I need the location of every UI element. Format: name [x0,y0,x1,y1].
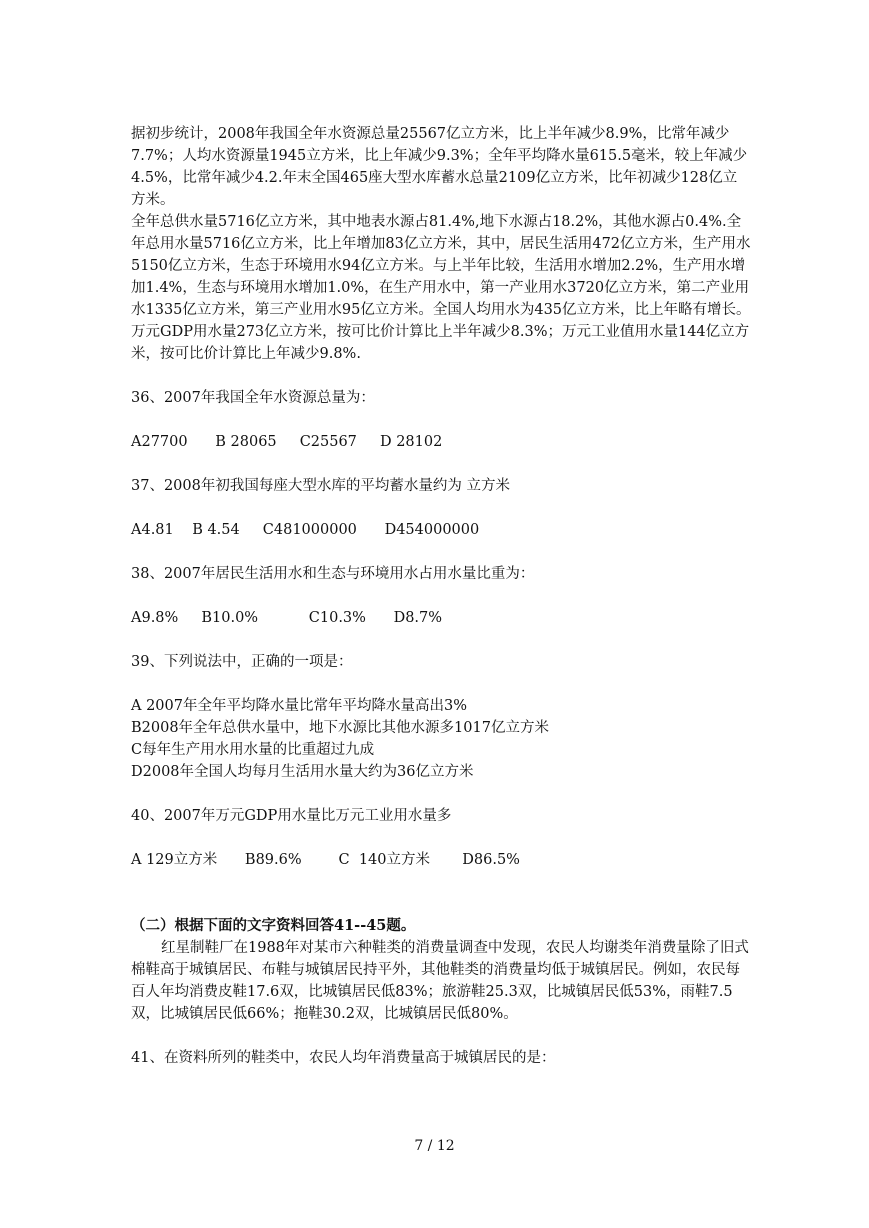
question-39-choice-b: B2008年全年总供水量中，地下水源比其他水源多1017亿立方米 [131,720,549,736]
question-40-stem: 40、2007年万元GDP用水量比万元工业用水量多 [131,808,452,824]
question-40-options: A 129立方米 B89.6% C 140立方米 D86.5% [131,852,520,868]
question-38-options: A9.8% B10.0% C10.3% D8.7% [131,610,443,626]
question-41-stem: 41、在资料所列的鞋类中，农民人均年消费量高于城镇居民的是： [131,1050,556,1066]
intro-paragraph-2: 全年总供水量5716亿立方米，其中地表水源占81.4%,地下水源占18.2%，其他水源占0.4%.全年总用水量5716亿立方米，比上年增加83亿立方米，其中，居民生活用472亿立方米，生产用水5150亿立方米，生态于环境用水94亿立方米。与上半年比较，生活用水增加2.2%，生产用水增加1.4%，生态与环境用水增加1.0%，在生产用水中，第一产业用水3720亿立方米，第二产业用水1335亿立方米，第三产业用水95亿立方米。全国人均用水为435亿立方米，比上年略有增长。万元GDP用水量273亿立方米，按可比价计算比上半年减少8.3%；万元工业值用水量144亿立方米，按可比价计算比上年减少9.8%. [131,214,751,362]
page-content [131,123,751,1069]
page-number: 7 / 12 [414,1138,455,1154]
question-38-stem: 38、2007年居民生活用水和生态与环境用水占用水量比重为： [131,566,535,582]
question-39-choice-a: A 2007年全年平均降水量比常年平均降水量高出3% [131,698,467,714]
question-39-choice-d: D2008年全国人均每月生活用水量大约为36亿立方米 [131,764,474,780]
section-2-heading: （二）根据下面的文字资料回答41--45题。 [131,917,416,934]
question-36-stem: 36、2007年我国全年水资源总量为： [131,390,375,406]
question-37-stem: 37、2008年初我国每座大型水库的平均蓄水量约为 立方米 [131,478,510,494]
question-39-stem: 39、下列说法中，正确的一项是： [131,654,353,670]
section-2-paragraph: 红星制鞋厂在1988年对某市六种鞋类的消费量调查中发现，农民人均谢类年消费量除了旧式棉鞋高于城镇居民、布鞋与城镇居民持平外，其他鞋类的消费量均低于城镇居民。例如，农民每百人年均消费皮鞋17.6双，比城镇居民低83%；旅游鞋25.3双，比城镇居民低53%，雨鞋7.5双，比城镇居民低66%；拖鞋30.2双，比城镇居民低80%。 [131,940,749,1022]
question-39-choice-c: C每年生产用水用水量的比重超过九成 [131,742,375,758]
question-36-options: A27700 B 28065 C25567 D 28102 [131,434,443,450]
question-37-options: A4.81 B 4.54 C481000000 D454000000 [131,522,480,538]
intro-paragraph-1: 据初步统计，2008年我国全年水资源总量25567亿立方米，比上半年减少8.9%，比常年减少7.7%；人均水资源量1945立方米，比上年减少9.3%；全年平均降水量615.5毫米，较上年减少4.5%，比常年减少4.2.年末全国465座大型水库蓄水总量2109亿立方米，比年初减少128亿立方米。 [131,126,748,208]
